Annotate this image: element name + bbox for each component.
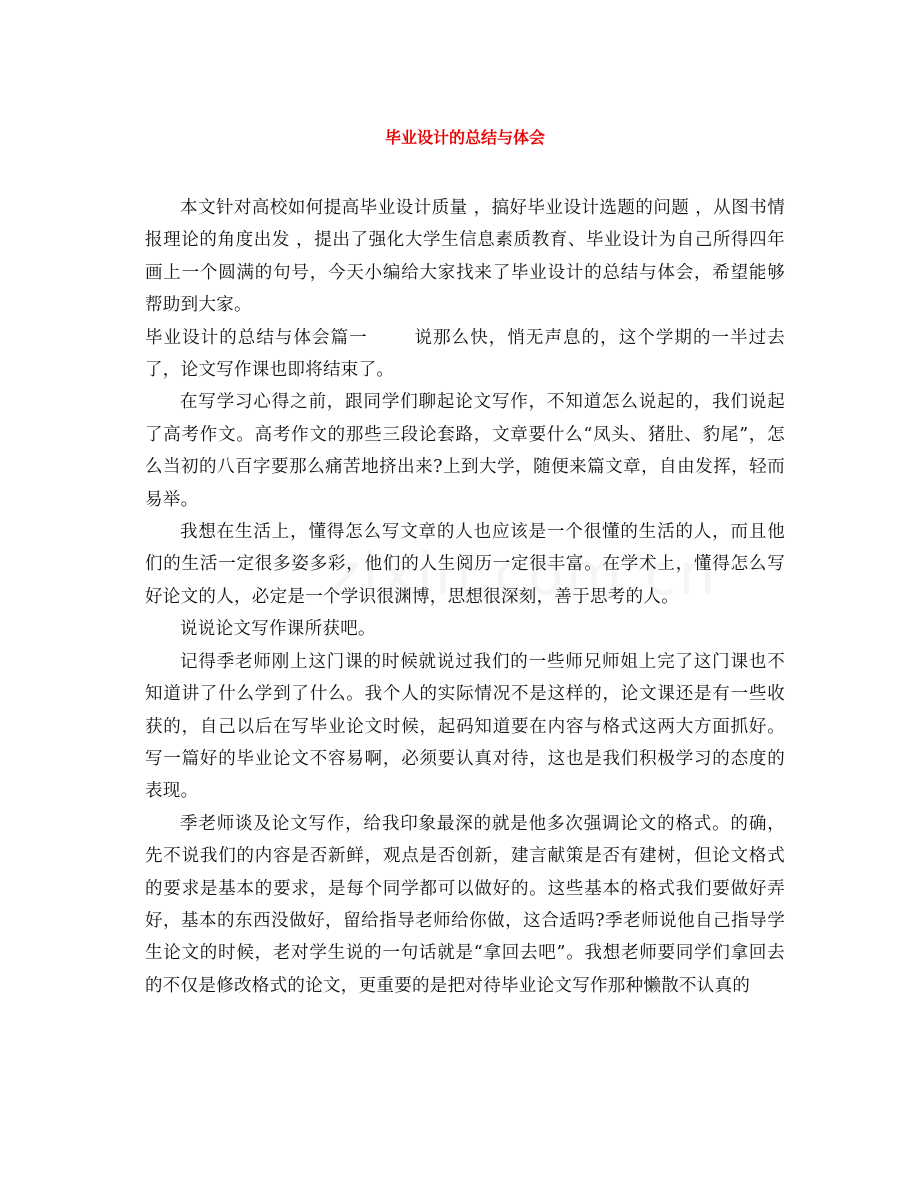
section-heading-paragraph [145,322,785,387]
section-lead: 说那么快，悄无声息的，这个学期的一半过去了，论文写作课也即将结束了。 [145,327,785,381]
paragraph-teacher: 记得季老师刚上这门课的时候就说过我们的一些师兄师姐上完了这门课也不知道讲了什么学到了什么。我个人的实际情况不是这样的，论文课还是有一些收获的，自己以后在写毕业论文时候，起码知道要在内容与格式这两大方面抓好。写一篇好的毕业论文不容易啊，必须要认真对待，这也是我们积极学习的态度的表现。 [145,651,785,802]
paragraph-format: 季老师谈及论文写作，给我印象最深的就是他多次强调论文的格式。的确，先不说我们的内容是否新鲜，观点是否创新，建言献策是否有建树，但论文格式的要求是基本的要求，是每个同学都可以做好的。这些基本的格式我们要做好弄好，基本的东西没做好，留给指导老师给你做，这合适吗?季老师说他自己指导学生论文的时候，老对学生说的一句话就是“拿回去吧”。我想老师要同学们拿回去的不仅是修改格式的论文，更重要的是把对待毕业论文写作那种懒散不认真的 [145,813,785,996]
document-title: 毕业设计的总结与体会 [384,128,545,147]
document-body [145,192,785,1002]
paragraph-intro: 本文针对高校如何提高毕业设计质量 ，搞好毕业设计选题的问题 ，从图书情报理论的角度出发 ，提出了强化大学生信息素质教育、毕业设计为自己所得四年画上一个圆满的句号，今天小编给大家找来了毕业设计的总结与体会，希望能够帮助到大家。 [145,198,785,316]
paragraph-gains: 说说论文写作课所获吧。 [180,619,376,640]
section-heading: 毕业设计的总结与体会篇一 [145,327,368,348]
paragraph-gaokao: 在写学习心得之前，跟同学们聊起论文写作，不知道怎么说起的，我们说起了高考作文。高考作文的那些三段论套路，文章要什么“凤头、猪肚、豹尾”，怎么当初的八百字要那么痛苦地挤出来?上到大学，随便来篇文章，自由发挥，轻而易举。 [145,392,785,510]
paragraph-life: 我想在生活上，懂得怎么写文章的人也应该是一个很懂的生活的人，而且他们的生活一定很多姿多彩，他们的人生阅历一定很丰富。在学术上，懂得怎么写好论文的人，必定是一个学识很渊博，思想很深刻，善于思考的人。 [145,522,785,607]
